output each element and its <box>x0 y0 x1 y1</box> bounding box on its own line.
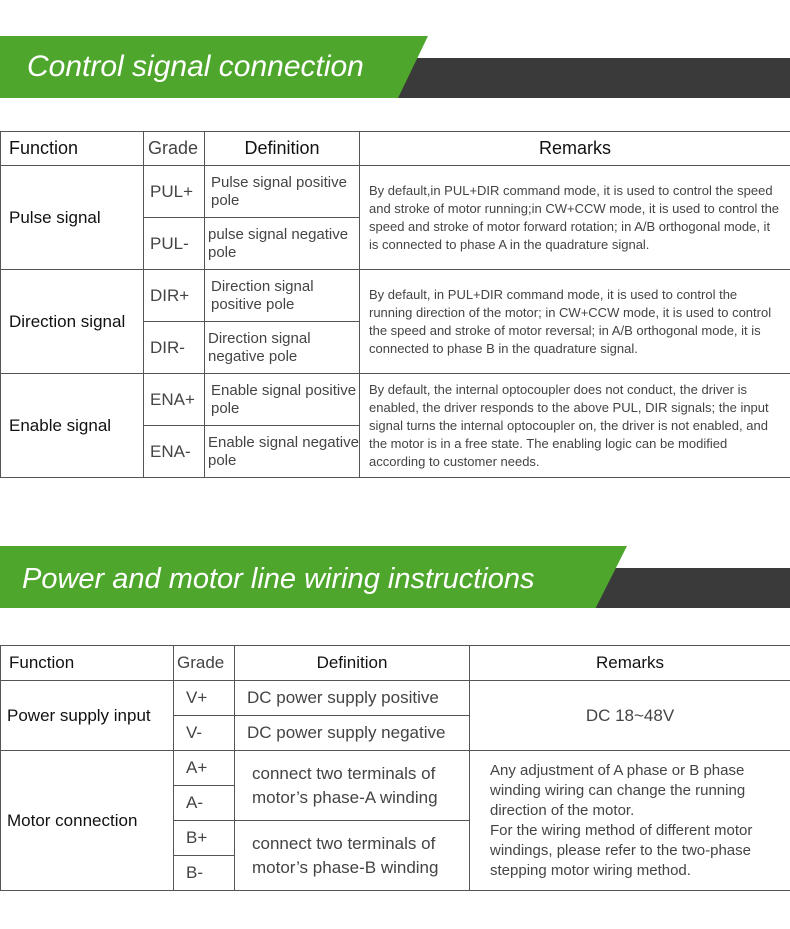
table-header-row <box>1 646 790 681</box>
header-remarks: Remarks <box>470 646 790 681</box>
header-remarks: Remarks <box>360 132 790 166</box>
definition-cell: connect two terminals of motor’s phase-B winding <box>235 821 470 891</box>
grade-cell: V- <box>174 716 235 751</box>
grade-cell: ENA- <box>144 426 205 478</box>
grade-cell: PUL- <box>144 218 205 270</box>
remarks-cell: By default, the internal optocoupler does not conduct, the driver is enabled, the driver responds to the above PUL, DIR signals; the input signal turns the internal optocoupler on, the driver is not enabled, and the motor is in a free state. The enabling logic can be modified according to customer needs. <box>360 374 790 478</box>
grade-cell: PUL+ <box>144 166 205 218</box>
table-row <box>1 751 790 786</box>
power-motor-table <box>0 645 790 891</box>
control-signal-table <box>0 131 790 478</box>
function-cell: Direction signal <box>1 270 144 374</box>
table-row <box>1 374 790 426</box>
section-banner-control <box>0 36 790 98</box>
grade-cell: DIR+ <box>144 270 205 322</box>
header-definition: Definition <box>205 132 360 166</box>
header-function: Function <box>1 132 144 166</box>
remarks-cell: DC 18~48V <box>470 681 790 751</box>
function-cell: Motor connection <box>1 751 174 891</box>
header-grade: Grade <box>174 646 235 681</box>
remarks-line: Any adjustment of A phase or B phase winding wiring can change the running direction of the motor. <box>490 761 746 819</box>
definition-cell: Enable signal positive pole <box>205 374 360 426</box>
definition-cell: DC power supply positive <box>235 681 470 716</box>
definition-cell: DC power supply negative <box>235 716 470 751</box>
section-title-control: Control signal connection <box>27 50 364 83</box>
grade-cell: A- <box>174 786 235 821</box>
header-grade: Grade <box>144 132 205 166</box>
function-cell: Enable signal <box>1 374 144 478</box>
header-definition: Definition <box>235 646 470 681</box>
section-title-power: Power and motor line wiring instructions <box>22 563 535 595</box>
table-row <box>1 681 790 716</box>
remarks-cell: By default,in PUL+DIR command mode, it is used to control the speed and stroke of motor running;in CW+CCW mode, it is used to control the speed and stroke of motor forward rotation; in A/B orthogonal mode, it is connected to phase A in the quadrature signal. <box>360 166 790 270</box>
definition-cell: Direction signal negative pole <box>205 322 360 374</box>
definition-cell: pulse signal negative pole <box>205 218 360 270</box>
function-cell: Pulse signal <box>1 166 144 270</box>
table-header-row <box>1 132 790 166</box>
grade-cell: B+ <box>174 821 235 856</box>
grade-cell: ENA+ <box>144 374 205 426</box>
definition-cell: Pulse signal positive pole <box>205 166 360 218</box>
table-row <box>1 270 790 322</box>
definition-cell: connect two terminals of motor’s phase-A winding <box>235 751 470 821</box>
grade-cell: B- <box>174 856 235 891</box>
definition-cell: Direction signal positive pole <box>205 270 360 322</box>
definition-cell: Enable signal negative pole <box>205 426 360 478</box>
remarks-line: For the wiring method of different motor windings, please refer to the two-phase stepping motor wiring method. <box>490 821 753 879</box>
table-row <box>1 166 790 218</box>
header-function: Function <box>1 646 174 681</box>
grade-cell: V+ <box>174 681 235 716</box>
remarks-cell: By default, in PUL+DIR command mode, it is used to control the running direction of the motor; in CW+CCW mode, it is used to control the speed and stroke of motor reversal; in A/B orthogonal mode, it is connected to phase B in the quadrature signal. <box>360 270 790 374</box>
function-cell: Power supply input <box>1 681 174 751</box>
remarks-cell <box>470 751 790 891</box>
section-banner-power <box>0 546 790 608</box>
grade-cell: A+ <box>174 751 235 786</box>
banner-dark-strip <box>370 58 790 98</box>
grade-cell: DIR- <box>144 322 205 374</box>
